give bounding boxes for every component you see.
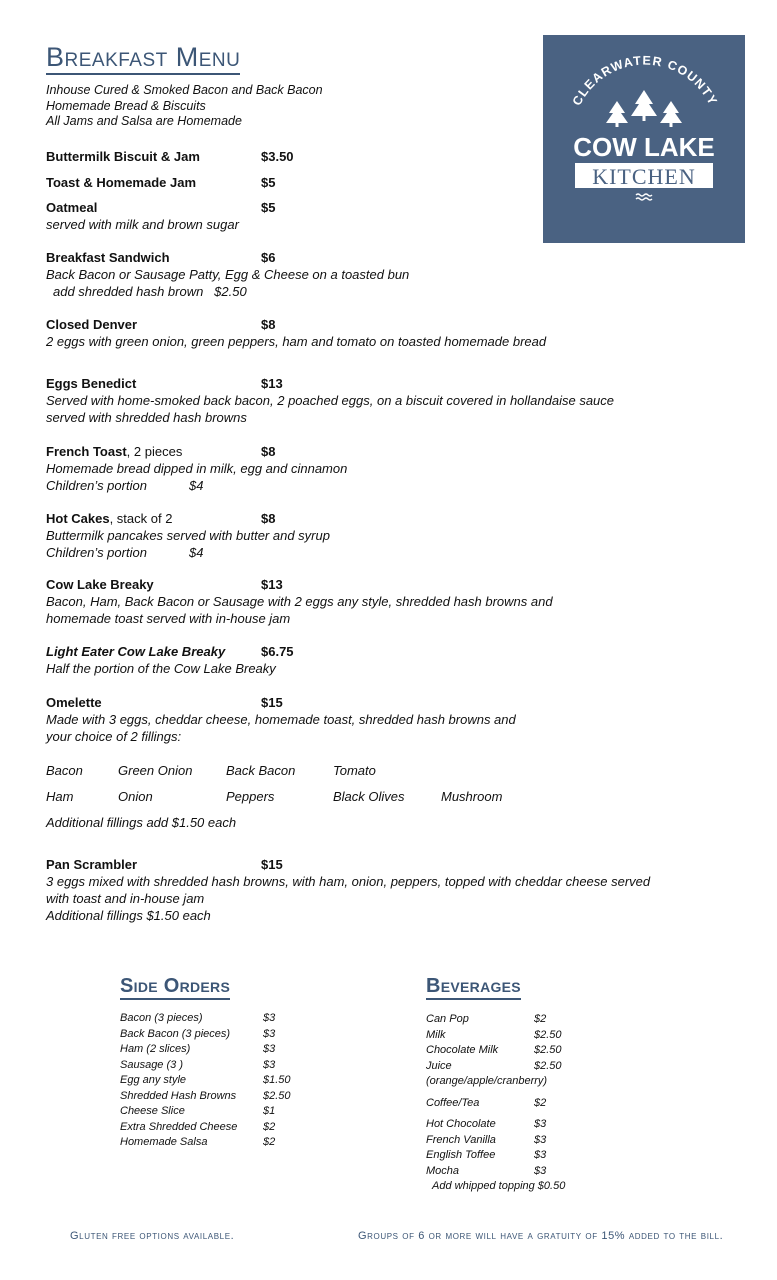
beverage-price: $3 (534, 1133, 547, 1146)
side-orders-title: Side Orders (120, 975, 230, 1000)
page-title: Breakfast Menu (46, 42, 240, 75)
item-description: Made with 3 eggs, cheddar cheese, homemade toast, shredded hash browns and (46, 712, 516, 727)
fillings-row (46, 763, 441, 778)
item-description: Back Bacon or Sausage Patty, Egg & Cheese on a toasted bun (46, 267, 410, 282)
item-description: Homemade bread dipped in milk, egg and cinnamon (46, 461, 348, 476)
side-order-row (120, 1120, 291, 1136)
filling-option: Tomato (333, 763, 376, 778)
side-order-price: $1.50 (263, 1074, 291, 1086)
item-price: $8 (261, 444, 276, 459)
filling-option: Onion (118, 789, 153, 804)
item-name: Cow Lake Breaky (46, 577, 154, 592)
item-price: $6.75 (261, 644, 294, 659)
beverage-price: $3 (534, 1164, 547, 1177)
item-name: Omelette (46, 695, 102, 710)
beverage-row (426, 1059, 565, 1075)
item-description: served with milk and brown sugar (46, 217, 239, 232)
beverage-name: Mocha (426, 1164, 460, 1177)
item-addon: add shredded hash brown $2.50 (53, 284, 247, 299)
side-order-row (120, 1135, 291, 1151)
side-order-price: $2 (263, 1136, 276, 1148)
item-description: Served with home-smoked back bacon, 2 poached eggs, on a biscuit covered in hollandaise sauce (46, 393, 615, 408)
side-order-price: $3 (263, 1058, 276, 1071)
item-description: with toast and in-house jam (46, 891, 205, 906)
side-order-price: $3 (263, 1012, 276, 1024)
beverage-price: $2.50 (534, 1044, 562, 1056)
intro-line: Homemade Bread & Biscuits (46, 98, 206, 113)
item-price: $8 (261, 511, 276, 526)
side-order-price: $2 (263, 1120, 276, 1133)
item-description: 3 eggs mixed with shredded hash browns, with ham, onion, peppers, topped with cheddar cheese served (46, 874, 651, 889)
beverage-price: $3 (534, 1149, 547, 1161)
side-order-row (120, 1073, 291, 1089)
menu-item-pan-scrambler (46, 856, 650, 924)
item-price: $13 (261, 577, 283, 592)
item-price: $15 (261, 857, 283, 872)
item-note: , 2 pieces (126, 444, 183, 459)
item-name: Buttermilk Biscuit & Jam (46, 149, 200, 164)
item-note: , stack of 2 (109, 511, 173, 526)
logo-line2: KITCHEN (592, 164, 696, 189)
juice-note: (orange/apple/cranberry) (426, 1075, 548, 1087)
gluten-free-note: Gluten free options available. (70, 1230, 235, 1242)
item-name: Pan Scrambler (46, 857, 138, 872)
water-waves-icon (636, 194, 652, 200)
logo-graphic (543, 35, 745, 243)
beverage-row (426, 1164, 565, 1180)
item-name: Closed Denver (46, 317, 138, 332)
beverage-price: $2 (534, 1096, 547, 1109)
intro-line: Inhouse Cured & Smoked Bacon and Back Bacon (46, 83, 323, 97)
item-name: Toast & Homemade Jam (46, 175, 197, 190)
side-order-name: Egg any style (120, 1074, 187, 1086)
side-order-row (120, 1104, 291, 1120)
beverage-name: Juice (426, 1059, 452, 1072)
intro-line: All Jams and Salsa are Homemade (46, 114, 242, 128)
item-description: homemade toast served with in-house jam (46, 611, 291, 626)
side-order-name: Sausage (3 ) (120, 1058, 183, 1071)
side-order-name: Ham (2 slices) (120, 1043, 191, 1055)
item-price: $5 (261, 200, 276, 215)
filling-option: Mushroom (441, 789, 503, 804)
menu-item-light-eater (46, 643, 294, 677)
item-extra-note: Additional fillings $1.50 each (46, 908, 211, 923)
cow-lake-kitchen-logo (543, 35, 745, 243)
side-order-row (120, 1027, 291, 1043)
item-description: served with shredded hash browns (46, 410, 247, 425)
side-order-row (120, 1058, 291, 1074)
beverage-name: Coffee/Tea (426, 1096, 480, 1109)
children-portion-label: Children’s portion (46, 545, 147, 560)
menu-item-breakfast-sandwich (46, 249, 409, 300)
beverage-name: Hot Chocolate (426, 1118, 496, 1130)
pine-trees-icon (606, 90, 682, 127)
menu-item-toast (46, 174, 275, 191)
side-orders-list (120, 1011, 291, 1151)
beverage-price: $2.50 (534, 1028, 562, 1041)
side-order-name: Extra Shredded Cheese (120, 1120, 238, 1133)
item-price: $15 (261, 695, 283, 710)
whipped-topping-note: Add whipped topping $0.50 (432, 1180, 566, 1192)
item-price: $13 (261, 376, 283, 391)
side-order-price: $1 (263, 1105, 276, 1117)
filling-option: Back Bacon (226, 763, 296, 778)
item-name: Breakfast Sandwich (46, 250, 170, 265)
beverage-price: $2 (534, 1013, 547, 1025)
filling-option: Ham (46, 789, 74, 804)
item-description: Buttermilk pancakes served with butter and syrup (46, 528, 330, 543)
side-order-row (120, 1089, 291, 1105)
beverage-name: French Vanilla (426, 1133, 496, 1146)
menu-item-biscuit (46, 148, 294, 165)
side-order-price: $2.50 (263, 1089, 291, 1102)
menu-intro (46, 83, 323, 130)
beverage-row (426, 1133, 565, 1149)
logo-arc-textpath: CLEARWATER COUNTY (569, 53, 721, 108)
item-description: your choice of 2 fillings: (46, 729, 182, 744)
gratuity-note: Groups of 6 or more will have a gratuity of 15% added to the bill. (358, 1230, 724, 1242)
beverage-name: English Toffee (426, 1149, 496, 1161)
side-order-price: $3 (263, 1043, 276, 1055)
menu-item-eggs-benedict (46, 375, 614, 426)
children-portion-label: Children’s portion (46, 478, 147, 493)
omelette-extra-note: Additional fillings add $1.50 each (46, 815, 237, 830)
children-portion-price: $4 (189, 478, 204, 493)
filling-option: Black Olives (333, 789, 405, 804)
filling-option: Bacon (46, 763, 83, 778)
beverages-title: Beverages (426, 975, 521, 1000)
item-price: $6 (261, 250, 276, 265)
item-description: 2 eggs with green onion, green peppers, ham and tomato on toasted homemade bread (46, 334, 547, 349)
beverage-row (426, 1028, 565, 1044)
beverage-price: $3 (534, 1118, 547, 1130)
beverage-row (426, 1117, 565, 1133)
item-name: Eggs Benedict (46, 376, 137, 391)
children-portion-price: $4 (189, 545, 204, 560)
side-order-row (120, 1011, 291, 1027)
item-name: Light Eater Cow Lake Breaky (46, 644, 226, 659)
menu-item-hot-cakes (46, 510, 330, 561)
item-description: Bacon, Ham, Back Bacon or Sausage with 2 eggs any style, shredded hash browns and (46, 594, 553, 609)
menu-item-oatmeal (46, 199, 275, 233)
logo-line1: COW LAKE (573, 132, 715, 162)
menu-item-omelette (46, 694, 516, 745)
menu-item-closed-denver (46, 316, 546, 350)
side-order-row (120, 1042, 291, 1058)
beverage-row (426, 1043, 565, 1059)
beverage-name: Milk (426, 1028, 446, 1041)
side-order-name: Shredded Hash Browns (120, 1089, 237, 1102)
fillings-row (46, 789, 502, 804)
menu-item-cow-lake-breaky (46, 576, 553, 627)
side-order-price: $3 (263, 1027, 276, 1040)
item-name: French Toast (46, 444, 127, 459)
filling-option: Peppers (226, 789, 275, 804)
side-order-name: Back Bacon (3 pieces) (120, 1027, 231, 1040)
beverage-price: $2.50 (534, 1059, 562, 1072)
side-order-name: Cheese Slice (120, 1105, 185, 1117)
beverage-name: Can Pop (426, 1013, 469, 1025)
beverage-row (426, 1096, 565, 1112)
filling-option: Green Onion (118, 763, 193, 778)
item-price: $3.50 (261, 149, 294, 164)
side-order-name: Bacon (3 pieces) (120, 1012, 203, 1024)
menu-item-french-toast (46, 443, 347, 494)
beverages-list (426, 1012, 565, 1195)
side-order-name: Homemade Salsa (120, 1136, 208, 1148)
item-description: Half the portion of the Cow Lake Breaky (46, 661, 276, 676)
beverage-row (426, 1012, 565, 1028)
beverage-row (426, 1148, 565, 1164)
item-price: $8 (261, 317, 276, 332)
item-price: $5 (261, 175, 276, 190)
item-name: Oatmeal (46, 200, 98, 215)
item-name: Hot Cakes (46, 511, 110, 526)
beverage-name: Chocolate Milk (426, 1044, 499, 1056)
